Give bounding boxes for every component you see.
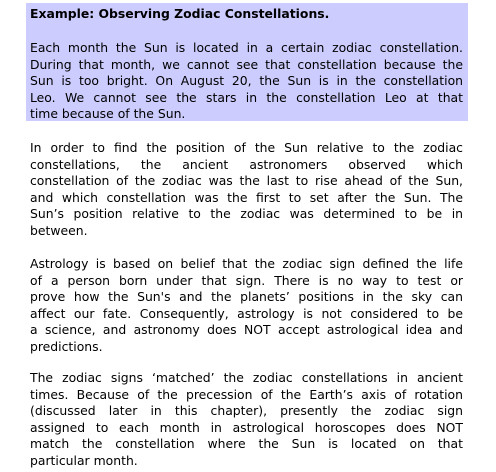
- example-line: time because of the Sun.: [30, 106, 186, 121]
- paragraph-line: predictions.: [30, 338, 103, 354]
- paragraph-line: between.: [30, 222, 88, 238]
- astrology-paragraph: [30, 256, 463, 355]
- paragraph-line: match the constellation where the Sun is located on that: [30, 436, 463, 451]
- paragraph-line: affect our fate. Consequently, astrology is not considered to be: [30, 305, 463, 321]
- paragraph-line: times. Because of the precession of the Earth’s axis of rotation: [30, 386, 463, 402]
- paragraph-line: particular month.: [30, 452, 138, 468]
- paragraph-line: Astrology is based on belief that the zodiac sign defined the life: [30, 256, 463, 271]
- paragraph-line: constellation of the zodiac was the last to rise ahead of the Sun,: [30, 173, 463, 188]
- paragraph-line: The zodiac signs ‘matched’ the zodiac constellations in ancient: [30, 370, 463, 385]
- paragraph-line: In order to find the position of the Sun relative to the zodiac: [30, 140, 463, 155]
- example-line: Sun is too bright. On August 20, the Sun is in the constellation: [30, 73, 463, 88]
- paragraph-line: and which constellation was the first to set after the Sun. The: [30, 189, 463, 205]
- example-line: Leo. We cannot see the stars in the constellation Leo at that: [30, 89, 463, 105]
- example-title: Example: Observing Zodiac Constellations.: [30, 6, 330, 21]
- paragraph-line: a science, and astronomy does NOT accept astrological idea and: [30, 322, 463, 337]
- example-line: Each month the Sun is located in a certain zodiac constellation.: [30, 40, 463, 55]
- paragraph-line: prove how the Sun's and the planets’ positions in the sky can: [30, 289, 463, 304]
- paragraph-line: (discussed later in this chapter), presently the zodiac sign: [30, 403, 463, 418]
- paragraph-line: Sun’s position relative to the zodiac was determined to be in: [30, 206, 463, 221]
- paragraph-line: assigned to each month in astrological horoscopes does NOT: [30, 419, 463, 435]
- paragraph-line: of a person born under that sign. There is no way to test or: [30, 272, 463, 288]
- example-line: During that month, we cannot see that constellation because the: [30, 56, 463, 72]
- precession-paragraph: [30, 370, 463, 469]
- example-paragraph: [30, 40, 463, 123]
- sun-position-paragraph: [30, 140, 463, 239]
- paragraph-line: constellations, the ancient astronomers observed which: [30, 156, 463, 172]
